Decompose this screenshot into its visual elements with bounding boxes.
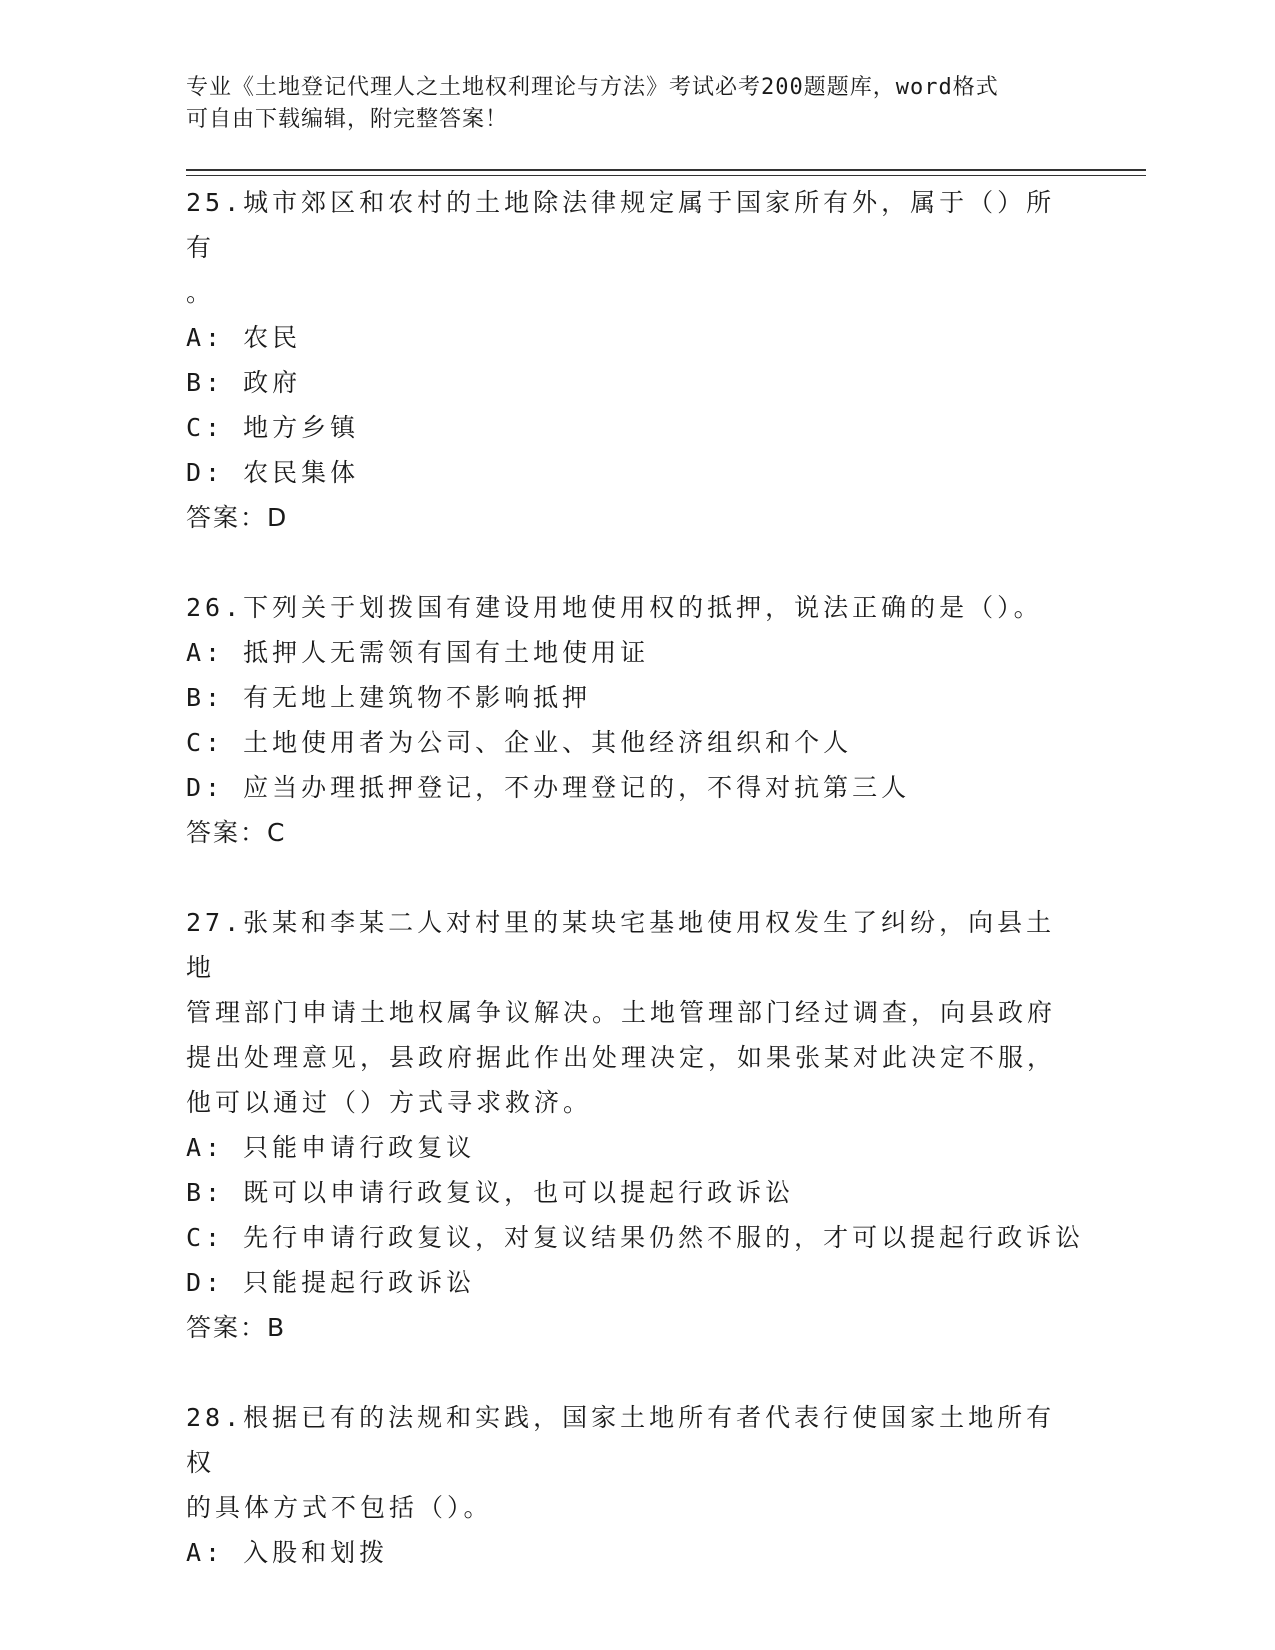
header-line-2: 可自由下载编辑，附完整答案！ (186, 107, 509, 132)
question-text-line: 他可以通过（）方式寻求救济。 (186, 1088, 593, 1117)
question-text-line: 28.根据已有的法规和实践，国家土地所有者代表行使国家土地所有权 (186, 1403, 1056, 1477)
option-a: A: 农民 (186, 323, 302, 352)
header-divider (186, 169, 1146, 176)
option-c: C: 土地使用者为公司、企业、其他经济组织和个人 (186, 728, 853, 757)
option-b: B: 政府 (186, 368, 302, 397)
question-27 (186, 900, 1085, 1350)
option-c: C: 先行申请行政复议，对复议结果仍然不服的，才可以提起行政诉讼 (186, 1223, 1085, 1252)
option-a: A: 入股和划拨 (186, 1538, 389, 1567)
answer-line: 答案：D (186, 503, 289, 532)
option-d: D: 农民集体 (186, 458, 360, 487)
question-text-line: 提出处理意见，县政府据此作出处理决定，如果张某对此决定不服， (186, 1043, 1057, 1072)
answer-line: 答案：C (186, 818, 287, 847)
option-b: B: 有无地上建筑物不影响抵押 (186, 683, 592, 712)
question-text-line: 25.城市郊区和农村的土地除法律规定属于国家所有外，属于（）所有 (186, 188, 1056, 262)
option-a: A: 只能申请行政复议 (186, 1133, 476, 1162)
header-line-1: 专业《土地登记代理人之土地权利理论与方法》考试必考200题题库，word格式 (186, 75, 999, 100)
option-d: D: 应当办理抵押登记，不办理登记的，不得对抗第三人 (186, 773, 911, 802)
document-page (186, 72, 1085, 1620)
question-text-line: 的具体方式不包括（）。 (186, 1493, 493, 1522)
question-26 (186, 585, 1066, 855)
question-list (186, 180, 1085, 1575)
option-a: A: 抵押人无需领有国有土地使用证 (186, 638, 650, 667)
option-d: D: 只能提起行政诉讼 (186, 1268, 476, 1297)
question-text-line: 26.下列关于划拨国有建设用地使用权的抵押，说法正确的是（）。 (186, 593, 1043, 622)
question-text-line: 管理部门申请土地权属争议解决。土地管理部门经过调查，向县政府 (186, 998, 1057, 1027)
question-25 (186, 180, 1066, 540)
question-text-line: 27.张某和李某二人对村里的某块宅基地使用权发生了纠纷，向县土地 (186, 908, 1056, 982)
option-c: C: 地方乡镇 (186, 413, 360, 442)
option-b: B: 既可以申请行政复议，也可以提起行政诉讼 (186, 1178, 795, 1207)
question-28 (186, 1395, 1066, 1575)
question-text-line: 。 (186, 278, 216, 307)
answer-line: 答案：B (186, 1313, 287, 1342)
